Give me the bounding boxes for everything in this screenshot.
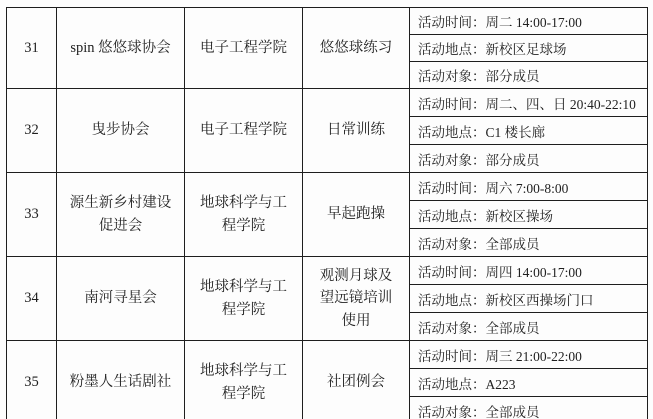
row-number-cell: 31	[7, 8, 57, 88]
activity-time-line: 活动时间：周六 7:00-8:00	[410, 173, 647, 201]
activity-place-line: 活动地点：A223	[410, 369, 647, 397]
club-name-cell: 曳步协会	[57, 89, 185, 172]
club-name-cell: 南河寻星会	[57, 257, 185, 340]
table-row	[7, 173, 648, 257]
activity-place-line: 活动地点：新校区足球场	[410, 35, 647, 62]
activity-details-cell	[410, 8, 648, 88]
activity-place-line: 活动地点：C1 楼长廊	[410, 117, 647, 145]
activity-name-cell: 早起跑操	[303, 173, 410, 256]
activity-name-cell: 观测月球及望远镜培训使用	[303, 257, 410, 340]
activity-place-line: 活动地点：新校区西操场门口	[410, 285, 647, 313]
row-number-cell: 34	[7, 257, 57, 340]
club-activity-table	[6, 7, 648, 419]
club-name-cell: 源生新乡村建设促进会	[57, 173, 185, 256]
table-row	[7, 257, 648, 341]
college-cell: 电子工程学院	[185, 89, 303, 172]
club-name-cell: spin 悠悠球协会	[57, 8, 185, 88]
table-row	[7, 89, 648, 173]
activity-target-line: 活动对象：部分成员	[418, 152, 540, 168]
activity-details-cell	[410, 341, 648, 419]
activity-target-line: 活动对象：部分成员	[418, 69, 540, 84]
activity-place-line: 活动地点：新校区操场	[410, 201, 647, 229]
college-cell: 地球科学与工程学院	[185, 257, 303, 340]
activity-details-cell	[410, 89, 648, 172]
college-cell: 地球科学与工程学院	[185, 341, 303, 419]
activity-time-line: 活动时间：周三 21:00-22:00	[410, 341, 647, 369]
activity-details-cell	[410, 173, 648, 256]
activity-name-cell: 悠悠球练习	[303, 8, 410, 88]
activity-name-cell: 社团例会	[303, 341, 410, 419]
activity-time-line: 活动时间：周四 14:00-17:00	[410, 257, 647, 285]
row-number-cell: 33	[7, 173, 57, 256]
activity-target-line: 活动对象：全部成员	[418, 320, 540, 336]
club-name-cell: 粉墨人生话剧社	[57, 341, 185, 419]
activity-name-cell: 日常训练	[303, 89, 410, 172]
table-row	[7, 8, 648, 89]
row-number-cell: 32	[7, 89, 57, 172]
activity-target-line: 活动对象：全部成员	[418, 404, 540, 419]
college-cell: 电子工程学院	[185, 8, 303, 88]
college-cell: 地球科学与工程学院	[185, 173, 303, 256]
table-row	[7, 341, 648, 419]
activity-target-line: 活动对象：全部成员	[418, 236, 540, 252]
activity-details-cell	[410, 257, 648, 340]
activity-time-line: 活动时间：周二、四、日 20:40-22:10	[410, 89, 647, 117]
row-number-cell: 35	[7, 341, 57, 419]
activity-time-line: 活动时间：周二 14:00-17:00	[410, 8, 647, 35]
